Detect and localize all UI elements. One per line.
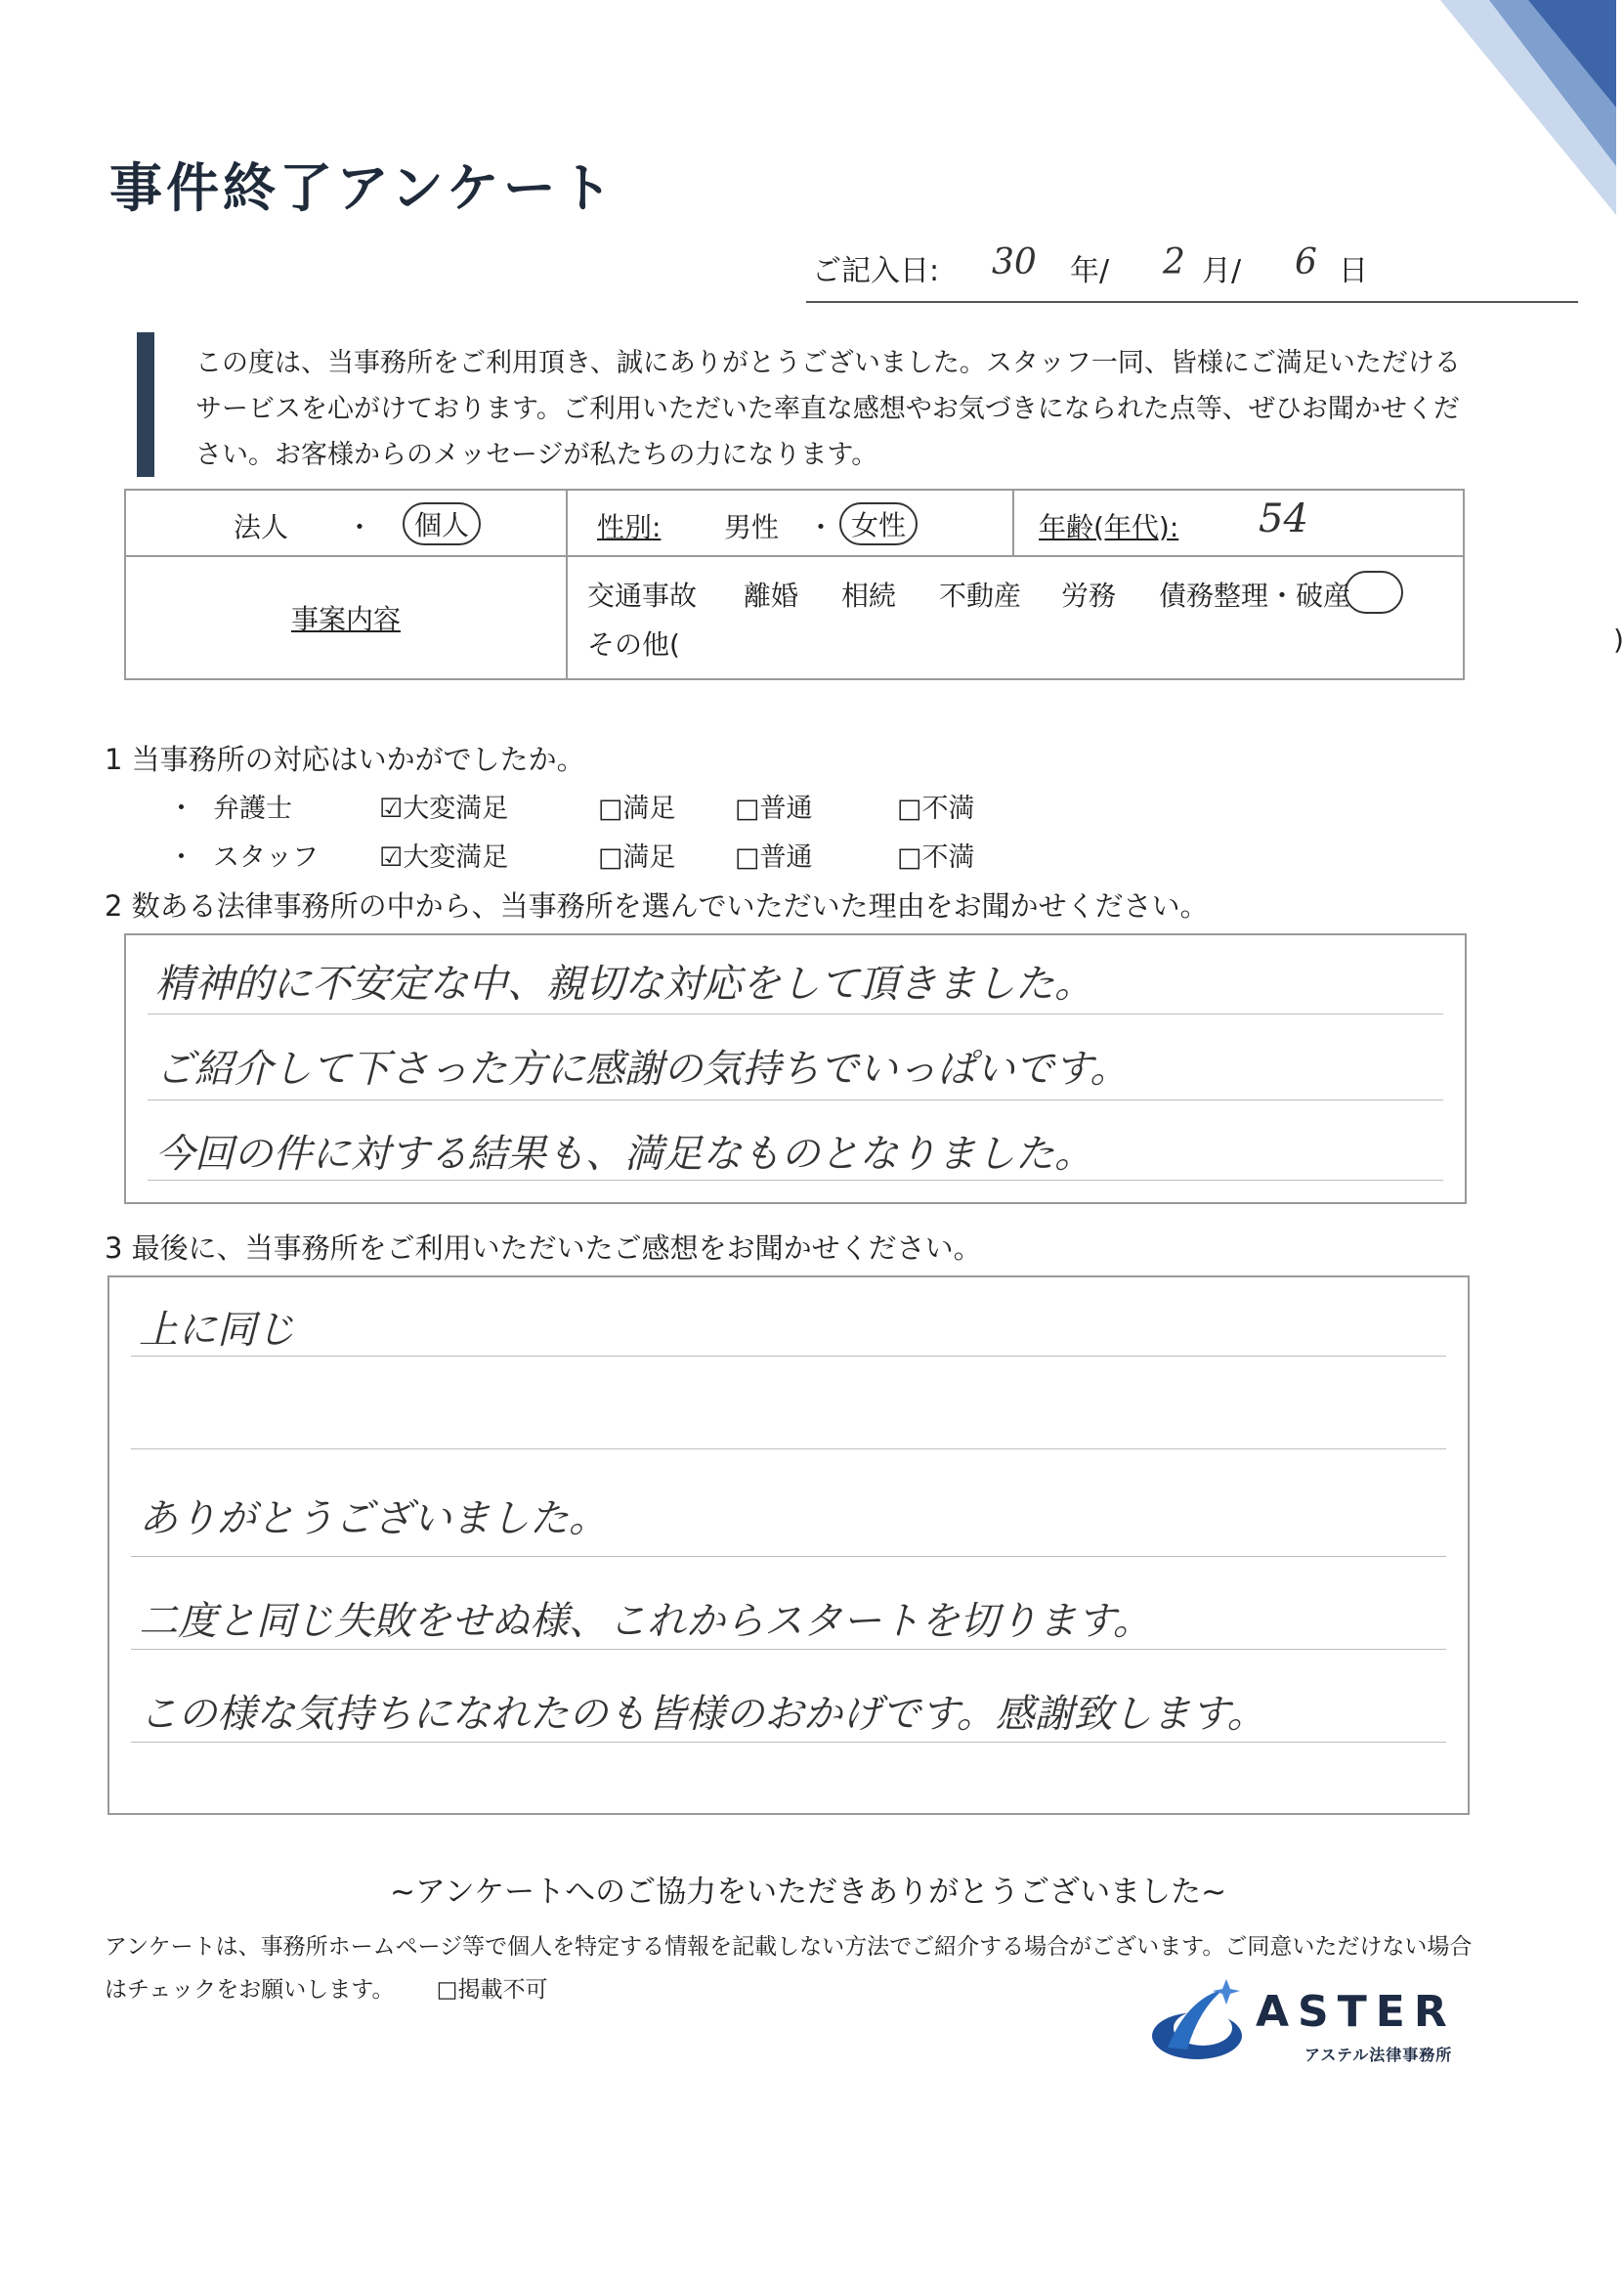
corner-decoration — [1323, 0, 1616, 215]
date-day: 6 — [1295, 242, 1317, 282]
age-label: 年齢(年代): — [1039, 511, 1179, 543]
staff-option-normal[interactable]: □普通 — [735, 842, 813, 873]
staff-option-satisfied[interactable]: □満足 — [598, 842, 676, 873]
individual-option-circled: 個人 — [403, 502, 481, 545]
logo-wordmark: ASTER — [1256, 1987, 1456, 2037]
q1-row-staff — [0, 836, 1616, 875]
q3-answer-box — [107, 1275, 1470, 1815]
staff-label: スタッフ — [213, 842, 319, 873]
lawyer-option-normal[interactable]: □普通 — [735, 794, 813, 824]
thanks-message: ~アンケートへのご協力をいただきありがとうございました~ — [389, 1875, 1227, 1910]
q2-answer-line-1: 精神的に不安定な中、親切な対応をして頂きました。 — [155, 962, 1093, 1007]
case-labor: 労務 — [1061, 580, 1117, 612]
dot-separator: ・ — [346, 511, 374, 543]
case-traffic-accident: 交通事故 — [587, 580, 698, 612]
lawyer-option-dissatisfied[interactable]: □不満 — [897, 794, 975, 824]
date-label: ご記入日: — [812, 254, 940, 288]
publication-notice-text: アンケートは、事務所ホームページ等で個人を特定する情報を記載しない方法でご紹介する場合がございます。ご同意いただけない場合はチェックをお願いします。 — [105, 1934, 1473, 2003]
q2-answer-box — [124, 933, 1467, 1204]
gender-label: 性別: — [597, 511, 662, 543]
date-row — [806, 242, 1578, 303]
q1-title: 1 当事務所の対応はいかがでしたか。 — [105, 743, 585, 776]
bullet: ・ — [168, 842, 194, 873]
staff-option-dissatisfied[interactable]: □不満 — [897, 842, 975, 873]
date-month: 2 — [1163, 242, 1185, 282]
q1-row-lawyer — [0, 787, 1616, 826]
lawyer-option-satisfied[interactable]: □満足 — [598, 794, 676, 824]
case-divorce: 離婚 — [744, 580, 799, 612]
aster-logo — [1148, 1979, 1480, 2087]
date-year-unit: 年/ — [1070, 254, 1110, 288]
q3-title: 3 最後に、当事務所をご利用いただいたご感想をお聞かせください。 — [105, 1231, 982, 1265]
corp-option: 法人 — [234, 511, 289, 543]
date-year: 30 — [992, 242, 1037, 282]
intro-accent-bar — [137, 332, 154, 477]
no-publish-checkbox[interactable]: □掲載不可 — [436, 1977, 548, 2003]
lawyer-label: 弁護士 — [213, 794, 292, 824]
staff-option-very-satisfied-checked[interactable]: ☑大変満足 — [379, 842, 509, 873]
page-title: 事件終了アンケート — [109, 157, 617, 219]
case-inheritance: 相続 — [841, 580, 897, 612]
q3-answer-line-4: 二度と同じ失敗をせぬ様、これからスタートを切ります。 — [139, 1599, 1152, 1644]
logo-subtitle: アステル法律事務所 — [1304, 2046, 1453, 2064]
bankruptcy-circle-mark — [1345, 571, 1403, 614]
female-option-circled: 女性 — [839, 502, 918, 545]
aster-swoosh-icon — [1148, 1979, 1246, 2067]
case-type-label: 事案内容 — [290, 603, 401, 635]
intro-block — [137, 332, 1466, 479]
q2-answer-line-2: ご紹介して下さった方に感謝の気持ちでいっぱいです。 — [155, 1047, 1130, 1092]
case-debt-bankruptcy: 債務整理・破産 — [1159, 580, 1351, 612]
q3-answer-line-3: ありがとうございました。 — [139, 1496, 608, 1541]
client-info-table — [124, 489, 1624, 680]
bullet: ・ — [168, 794, 194, 824]
case-other-label: その他( — [587, 628, 680, 661]
age-value: 54 — [1259, 496, 1308, 541]
intro-text: この度は、当事務所をご利用頂き、誠にありがとうございました。スタッフ一同、皆様にご満足いただけるサービスを心がけております。ご利用いただいた率直な感想やお気づきになられた点等、ぜひお聞かせください。お客様からのメッセージが私たちの力になります。 — [195, 348, 1461, 470]
q2-title: 2 数ある法律事務所の中から、当事務所を選んでいただいた理由をお聞かせください。 — [105, 889, 1209, 923]
case-real-estate: 不動産 — [939, 580, 1022, 612]
male-option: 男性 — [724, 511, 780, 543]
case-other-close: ) — [1613, 624, 1624, 656]
dot-separator: ・ — [807, 511, 835, 543]
lawyer-option-very-satisfied-checked[interactable]: ☑大変満足 — [379, 794, 509, 824]
q2-answer-line-3: 今回の件に対する結果も、満足なものとなりました。 — [155, 1132, 1093, 1177]
q3-answer-line-5: この様な気持ちになれたのも皆様のおかげです。感謝致します。 — [139, 1692, 1266, 1737]
q3-answer-line-1: 上に同じ — [139, 1308, 295, 1353]
date-day-unit: 日 — [1339, 254, 1368, 288]
date-month-unit: 月/ — [1202, 254, 1242, 288]
